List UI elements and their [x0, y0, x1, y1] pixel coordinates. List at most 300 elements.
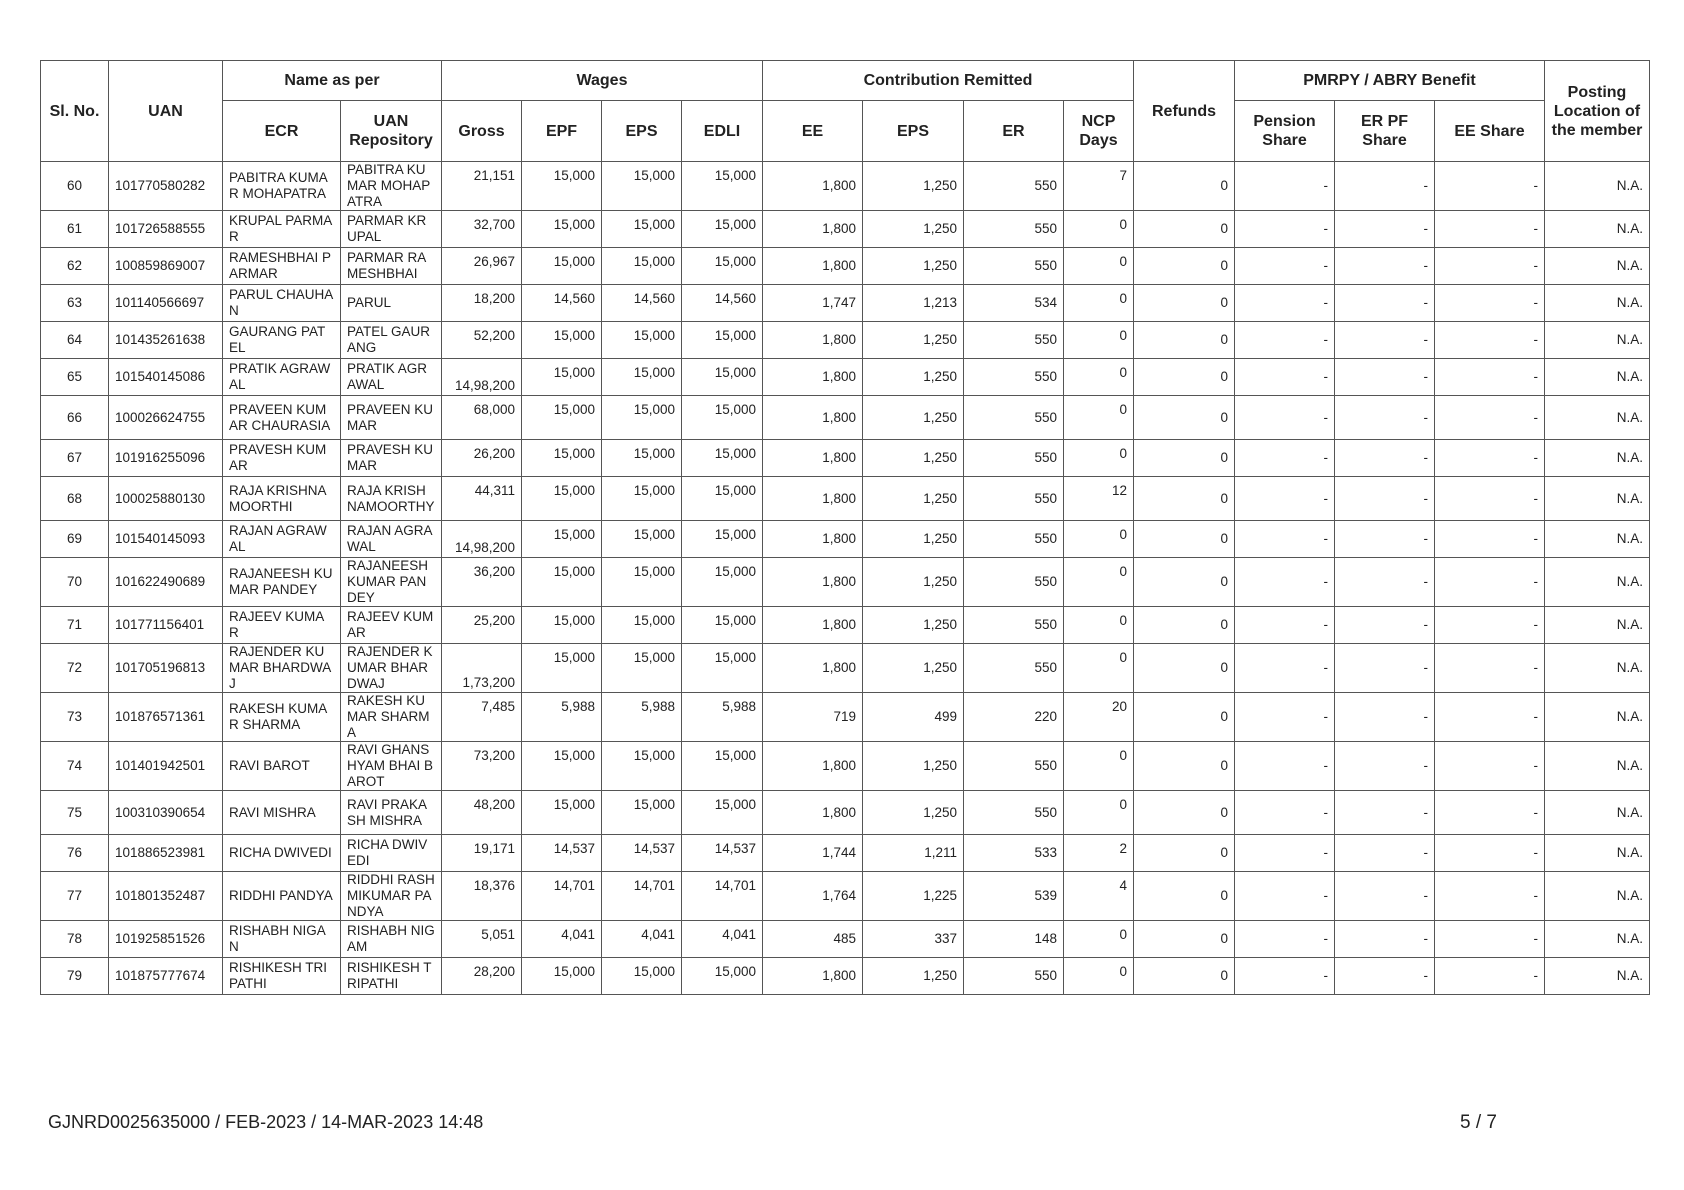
cell-uan: 101401942501 [109, 742, 223, 791]
cell-eps-contribution: 1,250 [863, 558, 964, 607]
cell-name-uan-repository: RAVI GHANSHYAM BHAI BAROT [341, 742, 442, 791]
cell-name-uan-repository: RAJA KRISHNAMOORTHY [341, 477, 442, 521]
cell-ee-contribution: 1,800 [763, 162, 863, 211]
header-er: ER [964, 101, 1064, 162]
cell-ee-contribution: 1,800 [763, 791, 863, 835]
cell-name-uan-repository: PRAVEEN KUMAR [341, 396, 442, 440]
cell-ee-contribution: 1,800 [763, 521, 863, 558]
cell-ncp-days: 0 [1064, 742, 1134, 791]
ecr-contribution-table [40, 60, 1650, 995]
cell-epf-wages: 15,000 [522, 440, 602, 477]
cell-refunds: 0 [1134, 958, 1235, 995]
cell-refunds: 0 [1134, 607, 1235, 644]
cell-ncp-days: 0 [1064, 396, 1134, 440]
cell-name-ecr: RAMESHBHAI PARMAR [223, 248, 341, 285]
table-row [41, 835, 1650, 872]
cell-uan: 101770580282 [109, 162, 223, 211]
cell-er-contribution: 550 [964, 791, 1064, 835]
cell-name-ecr: PRATIK AGRAWAL [223, 359, 341, 396]
cell-ee-contribution: 1,800 [763, 477, 863, 521]
cell-name-ecr: RAVI MISHRA [223, 791, 341, 835]
cell-ee-share: - [1435, 396, 1545, 440]
cell-gross-wages: 48,200 [442, 791, 522, 835]
cell-gross-wages: 18,200 [442, 285, 522, 322]
header-pmrpy-abry: PMRPY / ABRY Benefit [1235, 61, 1545, 101]
cell-eps-contribution: 1,250 [863, 607, 964, 644]
cell-name-ecr: RICHA DWIVEDI [223, 835, 341, 872]
header-gross: Gross [442, 101, 522, 162]
cell-pension-share: - [1235, 558, 1335, 607]
cell-eps-contribution: 1,250 [863, 396, 964, 440]
cell-ee-contribution: 1,800 [763, 742, 863, 791]
cell-er-contribution: 550 [964, 958, 1064, 995]
cell-gross-wages: 7,485 [442, 693, 522, 742]
cell-gross-wages: 73,200 [442, 742, 522, 791]
cell-edli-wages: 15,000 [682, 211, 763, 248]
cell-eps-contribution: 1,250 [863, 791, 964, 835]
cell-pension-share: - [1235, 921, 1335, 958]
cell-ncp-days: 12 [1064, 477, 1134, 521]
cell-gross-wages: 52,200 [442, 322, 522, 359]
cell-ee-contribution: 1,800 [763, 396, 863, 440]
cell-ee-contribution: 1,747 [763, 285, 863, 322]
cell-uan: 101916255096 [109, 440, 223, 477]
cell-ncp-days: 0 [1064, 248, 1134, 285]
table-row [41, 248, 1650, 285]
cell-epf-wages: 4,041 [522, 921, 602, 958]
cell-ee-contribution: 1,800 [763, 322, 863, 359]
cell-eps-contribution: 1,250 [863, 958, 964, 995]
cell-pension-share: - [1235, 644, 1335, 693]
cell-gross-wages: 21,151 [442, 162, 522, 211]
cell-ee-contribution: 719 [763, 693, 863, 742]
cell-pension-share: - [1235, 742, 1335, 791]
cell-refunds: 0 [1134, 872, 1235, 921]
cell-epf-wages: 14,701 [522, 872, 602, 921]
cell-ncp-days: 0 [1064, 359, 1134, 396]
cell-eps-wages: 4,041 [602, 921, 682, 958]
cell-refunds: 0 [1134, 558, 1235, 607]
cell-posting-location: N.A. [1545, 521, 1650, 558]
cell-name-ecr: RAJAN AGRAWAL [223, 521, 341, 558]
cell-pension-share: - [1235, 607, 1335, 644]
cell-refunds: 0 [1134, 248, 1235, 285]
cell-ncp-days: 0 [1064, 607, 1134, 644]
cell-uan: 100859869007 [109, 248, 223, 285]
cell-epf-wages: 15,000 [522, 791, 602, 835]
cell-name-ecr: RAJEEV KUMAR [223, 607, 341, 644]
cell-er-contribution: 550 [964, 248, 1064, 285]
footer-reference: GJNRD0025635000 / FEB-2023 / 14-MAR-2023 14:48 [48, 1112, 484, 1132]
header-ecr: ECR [223, 101, 341, 162]
cell-ee-contribution: 1,800 [763, 644, 863, 693]
cell-epf-wages: 15,000 [522, 742, 602, 791]
cell-eps-contribution: 1,250 [863, 248, 964, 285]
table-row [41, 396, 1650, 440]
cell-edli-wages: 5,988 [682, 693, 763, 742]
cell-refunds: 0 [1134, 693, 1235, 742]
cell-pension-share: - [1235, 521, 1335, 558]
header-contribution-eps: EPS [863, 101, 964, 162]
cell-refunds: 0 [1134, 440, 1235, 477]
cell-posting-location: N.A. [1545, 958, 1650, 995]
table-row [41, 693, 1650, 742]
cell-eps-contribution: 1,213 [863, 285, 964, 322]
cell-sl-no: 64 [41, 322, 109, 359]
cell-er-contribution: 550 [964, 162, 1064, 211]
table-row [41, 872, 1650, 921]
cell-epf-wages: 15,000 [522, 322, 602, 359]
cell-refunds: 0 [1134, 211, 1235, 248]
cell-uan: 101886523981 [109, 835, 223, 872]
cell-er-pf-share: - [1335, 359, 1435, 396]
cell-uan: 100025880130 [109, 477, 223, 521]
cell-name-uan-repository: RICHA DWIVEDI [341, 835, 442, 872]
cell-posting-location: N.A. [1545, 644, 1650, 693]
cell-edli-wages: 15,000 [682, 322, 763, 359]
cell-edli-wages: 15,000 [682, 396, 763, 440]
cell-gross-wages: 18,376 [442, 872, 522, 921]
table-row [41, 477, 1650, 521]
cell-er-contribution: 550 [964, 211, 1064, 248]
cell-edli-wages: 15,000 [682, 248, 763, 285]
cell-name-uan-repository: PRAVESH KUMAR [341, 440, 442, 477]
cell-uan: 101726588555 [109, 211, 223, 248]
cell-gross-wages: 25,200 [442, 607, 522, 644]
cell-epf-wages: 15,000 [522, 558, 602, 607]
cell-name-uan-repository: RAJENDER KUMAR BHARDWAJ [341, 644, 442, 693]
cell-name-ecr: PRAVEEN KUMAR CHAURASIA [223, 396, 341, 440]
cell-edli-wages: 15,000 [682, 644, 763, 693]
cell-uan: 101801352487 [109, 872, 223, 921]
cell-pension-share: - [1235, 791, 1335, 835]
cell-ee-share: - [1435, 791, 1545, 835]
cell-sl-no: 68 [41, 477, 109, 521]
cell-eps-wages: 15,000 [602, 644, 682, 693]
cell-er-contribution: 550 [964, 742, 1064, 791]
cell-ncp-days: 7 [1064, 162, 1134, 211]
cell-name-uan-repository: PARMAR RAMESHBHAI [341, 248, 442, 285]
cell-posting-location: N.A. [1545, 440, 1650, 477]
cell-sl-no: 79 [41, 958, 109, 995]
cell-er-pf-share: - [1335, 396, 1435, 440]
cell-name-uan-repository: PABITRA KUMAR MOHAPATRA [341, 162, 442, 211]
cell-name-ecr: RAKESH KUMAR SHARMA [223, 693, 341, 742]
cell-refunds: 0 [1134, 396, 1235, 440]
cell-edli-wages: 15,000 [682, 958, 763, 995]
cell-ee-contribution: 1,800 [763, 607, 863, 644]
cell-ee-share: - [1435, 162, 1545, 211]
cell-gross-wages: 1,73,200 [442, 644, 522, 693]
cell-eps-contribution: 1,250 [863, 477, 964, 521]
cell-ee-share: - [1435, 477, 1545, 521]
cell-gross-wages: 26,200 [442, 440, 522, 477]
cell-er-pf-share: - [1335, 607, 1435, 644]
cell-eps-wages: 14,560 [602, 285, 682, 322]
cell-gross-wages: 26,967 [442, 248, 522, 285]
cell-posting-location: N.A. [1545, 921, 1650, 958]
cell-pension-share: - [1235, 248, 1335, 285]
cell-name-ecr: RIDDHI PANDYA [223, 872, 341, 921]
cell-refunds: 0 [1134, 835, 1235, 872]
cell-edli-wages: 15,000 [682, 521, 763, 558]
table-row [41, 440, 1650, 477]
cell-epf-wages: 14,560 [522, 285, 602, 322]
cell-ee-share: - [1435, 958, 1545, 995]
cell-pension-share: - [1235, 359, 1335, 396]
cell-refunds: 0 [1134, 644, 1235, 693]
cell-name-uan-repository: RAJAN AGRAWAL [341, 521, 442, 558]
cell-name-ecr: KRUPAL PARMAR [223, 211, 341, 248]
cell-er-contribution: 550 [964, 644, 1064, 693]
cell-name-uan-repository: RAKESH KUMAR SHARMA [341, 693, 442, 742]
cell-ee-share: - [1435, 644, 1545, 693]
cell-ee-share: - [1435, 693, 1545, 742]
cell-name-ecr: RISHIKESH TRIPATHI [223, 958, 341, 995]
cell-name-uan-repository: PARUL [341, 285, 442, 322]
cell-eps-wages: 15,000 [602, 359, 682, 396]
cell-epf-wages: 15,000 [522, 644, 602, 693]
cell-refunds: 0 [1134, 359, 1235, 396]
cell-posting-location: N.A. [1545, 835, 1650, 872]
cell-refunds: 0 [1134, 791, 1235, 835]
cell-epf-wages: 15,000 [522, 211, 602, 248]
cell-er-pf-share: - [1335, 477, 1435, 521]
table-row [41, 162, 1650, 211]
cell-ncp-days: 0 [1064, 958, 1134, 995]
cell-refunds: 0 [1134, 521, 1235, 558]
cell-epf-wages: 15,000 [522, 477, 602, 521]
header-refunds: Refunds [1134, 61, 1235, 162]
table-row [41, 285, 1650, 322]
cell-er-contribution: 550 [964, 359, 1064, 396]
cell-pension-share: - [1235, 958, 1335, 995]
table-row [41, 921, 1650, 958]
cell-sl-no: 61 [41, 211, 109, 248]
cell-ncp-days: 4 [1064, 872, 1134, 921]
cell-eps-contribution: 1,250 [863, 211, 964, 248]
table-row [41, 791, 1650, 835]
cell-refunds: 0 [1134, 162, 1235, 211]
cell-posting-location: N.A. [1545, 322, 1650, 359]
cell-gross-wages: 14,98,200 [442, 359, 522, 396]
cell-edli-wages: 15,000 [682, 440, 763, 477]
cell-ee-contribution: 1,800 [763, 248, 863, 285]
cell-name-ecr: RAJENDER KUMAR BHARDWAJ [223, 644, 341, 693]
cell-name-ecr: RAVI BAROT [223, 742, 341, 791]
cell-er-contribution: 550 [964, 558, 1064, 607]
cell-uan: 100310390654 [109, 791, 223, 835]
cell-epf-wages: 15,000 [522, 958, 602, 995]
table-row [41, 359, 1650, 396]
table-row [41, 607, 1650, 644]
header-contribution-remitted: Contribution Remitted [763, 61, 1134, 101]
cell-er-contribution: 533 [964, 835, 1064, 872]
cell-eps-wages: 5,988 [602, 693, 682, 742]
cell-er-contribution: 550 [964, 607, 1064, 644]
cell-posting-location: N.A. [1545, 162, 1650, 211]
cell-sl-no: 69 [41, 521, 109, 558]
cell-eps-contribution: 1,225 [863, 872, 964, 921]
cell-edli-wages: 15,000 [682, 742, 763, 791]
cell-eps-wages: 14,537 [602, 835, 682, 872]
cell-ncp-days: 0 [1064, 791, 1134, 835]
cell-sl-no: 63 [41, 285, 109, 322]
cell-ee-share: - [1435, 211, 1545, 248]
cell-sl-no: 70 [41, 558, 109, 607]
header-uan: UAN [109, 61, 223, 162]
cell-gross-wages: 19,171 [442, 835, 522, 872]
cell-er-pf-share: - [1335, 211, 1435, 248]
cell-sl-no: 66 [41, 396, 109, 440]
cell-er-pf-share: - [1335, 521, 1435, 558]
cell-pension-share: - [1235, 872, 1335, 921]
cell-er-pf-share: - [1335, 285, 1435, 322]
cell-refunds: 0 [1134, 742, 1235, 791]
cell-edli-wages: 14,560 [682, 285, 763, 322]
cell-name-uan-repository: RIDDHI RASHMIKUMAR PANDYA [341, 872, 442, 921]
cell-eps-wages: 15,000 [602, 558, 682, 607]
cell-er-contribution: 550 [964, 440, 1064, 477]
header-sl-no: Sl. No. [41, 61, 109, 162]
header-eps: EPS [602, 101, 682, 162]
cell-name-uan-repository: RAJEEV KUMAR [341, 607, 442, 644]
cell-name-ecr: PARUL CHAUHAN [223, 285, 341, 322]
cell-edli-wages: 15,000 [682, 607, 763, 644]
cell-eps-wages: 15,000 [602, 440, 682, 477]
cell-edli-wages: 4,041 [682, 921, 763, 958]
cell-sl-no: 76 [41, 835, 109, 872]
cell-sl-no: 62 [41, 248, 109, 285]
cell-pension-share: - [1235, 162, 1335, 211]
cell-edli-wages: 15,000 [682, 791, 763, 835]
cell-eps-contribution: 1,250 [863, 742, 964, 791]
cell-ee-contribution: 1,800 [763, 558, 863, 607]
cell-name-ecr: PRAVESH KUMAR [223, 440, 341, 477]
cell-uan: 101876571361 [109, 693, 223, 742]
cell-ee-share: - [1435, 521, 1545, 558]
footer-page-number: 5 / 7 [1460, 1112, 1497, 1133]
cell-ee-contribution: 1,800 [763, 211, 863, 248]
header-er-pf-share: ER PF Share [1335, 101, 1435, 162]
cell-er-pf-share: - [1335, 791, 1435, 835]
cell-epf-wages: 15,000 [522, 521, 602, 558]
cell-pension-share: - [1235, 693, 1335, 742]
header-wages: Wages [442, 61, 763, 101]
cell-epf-wages: 15,000 [522, 248, 602, 285]
table-row [41, 211, 1650, 248]
cell-epf-wages: 15,000 [522, 607, 602, 644]
cell-gross-wages: 36,200 [442, 558, 522, 607]
cell-uan: 100026624755 [109, 396, 223, 440]
cell-epf-wages: 15,000 [522, 162, 602, 211]
cell-ee-share: - [1435, 440, 1545, 477]
cell-eps-contribution: 1,250 [863, 162, 964, 211]
cell-ee-share: - [1435, 742, 1545, 791]
cell-er-pf-share: - [1335, 644, 1435, 693]
cell-ee-share: - [1435, 359, 1545, 396]
cell-eps-contribution: 1,211 [863, 835, 964, 872]
header-ee-share: EE Share [1435, 101, 1545, 162]
cell-uan: 101140566697 [109, 285, 223, 322]
cell-refunds: 0 [1134, 477, 1235, 521]
header-pension-share: Pension Share [1235, 101, 1335, 162]
cell-pension-share: - [1235, 322, 1335, 359]
cell-ee-share: - [1435, 285, 1545, 322]
header-ee: EE [763, 101, 863, 162]
table-row [41, 958, 1650, 995]
cell-uan: 101540145093 [109, 521, 223, 558]
cell-name-ecr: RISHABH NIGAN [223, 921, 341, 958]
cell-eps-wages: 15,000 [602, 322, 682, 359]
cell-gross-wages: 28,200 [442, 958, 522, 995]
cell-edli-wages: 14,537 [682, 835, 763, 872]
cell-eps-contribution: 1,250 [863, 359, 964, 396]
header-name-as-per: Name as per [223, 61, 442, 101]
cell-er-contribution: 534 [964, 285, 1064, 322]
cell-ee-share: - [1435, 248, 1545, 285]
cell-name-ecr: GAURANG PATEL [223, 322, 341, 359]
cell-eps-contribution: 1,250 [863, 521, 964, 558]
cell-eps-wages: 14,701 [602, 872, 682, 921]
cell-name-ecr: RAJA KRISHNAMOORTHI [223, 477, 341, 521]
table-row [41, 322, 1650, 359]
cell-eps-contribution: 1,250 [863, 440, 964, 477]
cell-eps-contribution: 337 [863, 921, 964, 958]
cell-sl-no: 74 [41, 742, 109, 791]
cell-er-pf-share: - [1335, 742, 1435, 791]
cell-ee-share: - [1435, 921, 1545, 958]
cell-gross-wages: 14,98,200 [442, 521, 522, 558]
cell-er-contribution: 539 [964, 872, 1064, 921]
cell-ee-contribution: 485 [763, 921, 863, 958]
cell-uan: 101771156401 [109, 607, 223, 644]
cell-eps-wages: 15,000 [602, 162, 682, 211]
cell-er-pf-share: - [1335, 248, 1435, 285]
cell-er-contribution: 220 [964, 693, 1064, 742]
table-body [41, 162, 1650, 995]
cell-posting-location: N.A. [1545, 742, 1650, 791]
cell-sl-no: 65 [41, 359, 109, 396]
cell-edli-wages: 15,000 [682, 359, 763, 396]
cell-ee-contribution: 1,764 [763, 872, 863, 921]
cell-er-pf-share: - [1335, 921, 1435, 958]
cell-er-pf-share: - [1335, 693, 1435, 742]
cell-pension-share: - [1235, 835, 1335, 872]
cell-sl-no: 78 [41, 921, 109, 958]
cell-ee-share: - [1435, 322, 1545, 359]
cell-posting-location: N.A. [1545, 211, 1650, 248]
header-edli: EDLI [682, 101, 763, 162]
header-posting-location: Posting Location of the member [1545, 61, 1650, 162]
cell-er-contribution: 550 [964, 521, 1064, 558]
cell-name-ecr: PABITRA KUMAR MOHAPATRA [223, 162, 341, 211]
cell-ncp-days: 0 [1064, 211, 1134, 248]
cell-eps-wages: 15,000 [602, 958, 682, 995]
header-ncp-days: NCP Days [1064, 101, 1134, 162]
cell-er-pf-share: - [1335, 162, 1435, 211]
cell-er-pf-share: - [1335, 835, 1435, 872]
cell-edli-wages: 15,000 [682, 162, 763, 211]
cell-refunds: 0 [1134, 921, 1235, 958]
cell-ncp-days: 0 [1064, 322, 1134, 359]
cell-ncp-days: 0 [1064, 521, 1134, 558]
cell-edli-wages: 14,701 [682, 872, 763, 921]
cell-name-uan-repository: RAVI PRAKASH MISHRA [341, 791, 442, 835]
cell-er-pf-share: - [1335, 958, 1435, 995]
cell-eps-contribution: 499 [863, 693, 964, 742]
table-row [41, 644, 1650, 693]
